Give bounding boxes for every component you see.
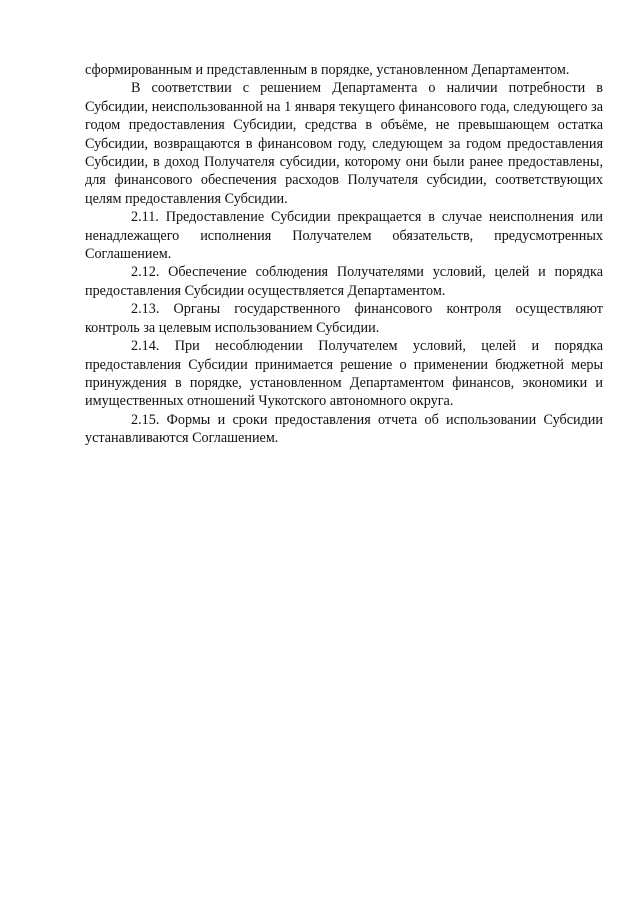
paragraph-2-11: 2.11. Предоставление Субсидии прекращается в случае неисполнения или ненадлежащего исполнения Получателем обязательств, предусмотренных Соглашением. bbox=[85, 209, 603, 263]
paragraph-2-15: 2.15. Формы и сроки предоставления отчета об использовании Субсидии устанавливаются Соглашением. bbox=[85, 411, 603, 447]
paragraph-continuation: сформированным и представленным в порядке, установленном Департаментом. bbox=[85, 62, 570, 78]
document-body bbox=[85, 61, 603, 448]
paragraph-2-12: 2.12. Обеспечение соблюдения Получателями условий, целей и порядка предоставления Субсидии осуществляется Департаментом. bbox=[85, 264, 603, 299]
paragraph-subsidy-return: В соответствии с решением Департамента о наличии потребности в Субсидии, неиспользованной на 1 января текущего финансового года, следующего за годом предоставления Субсидии, средства в объёме, не превышающем остатка Субсидии, возвращаются в финансовом году, следующем за годом предоставления Субсидии, в доход Получателя субсидии, которому они были ранее предоставлены, для финансового обеспечения расходов Получателя субсидии, соответствующих целям предоставления Субсидии. bbox=[85, 80, 603, 207]
paragraph-2-14: 2.14. При несоблюдении Получателем условий, целей и порядка предоставления Субсидии принимается решение о применении бюджетной меры принуждения в порядке, установленном Департаментом финансов, экономики и имущественных отношений Чукотского автономного округа. bbox=[85, 338, 603, 410]
paragraph-2-13: 2.13. Органы государственного финансового контроля осуществляют контроль за целевым использованием Субсидии. bbox=[85, 301, 603, 336]
